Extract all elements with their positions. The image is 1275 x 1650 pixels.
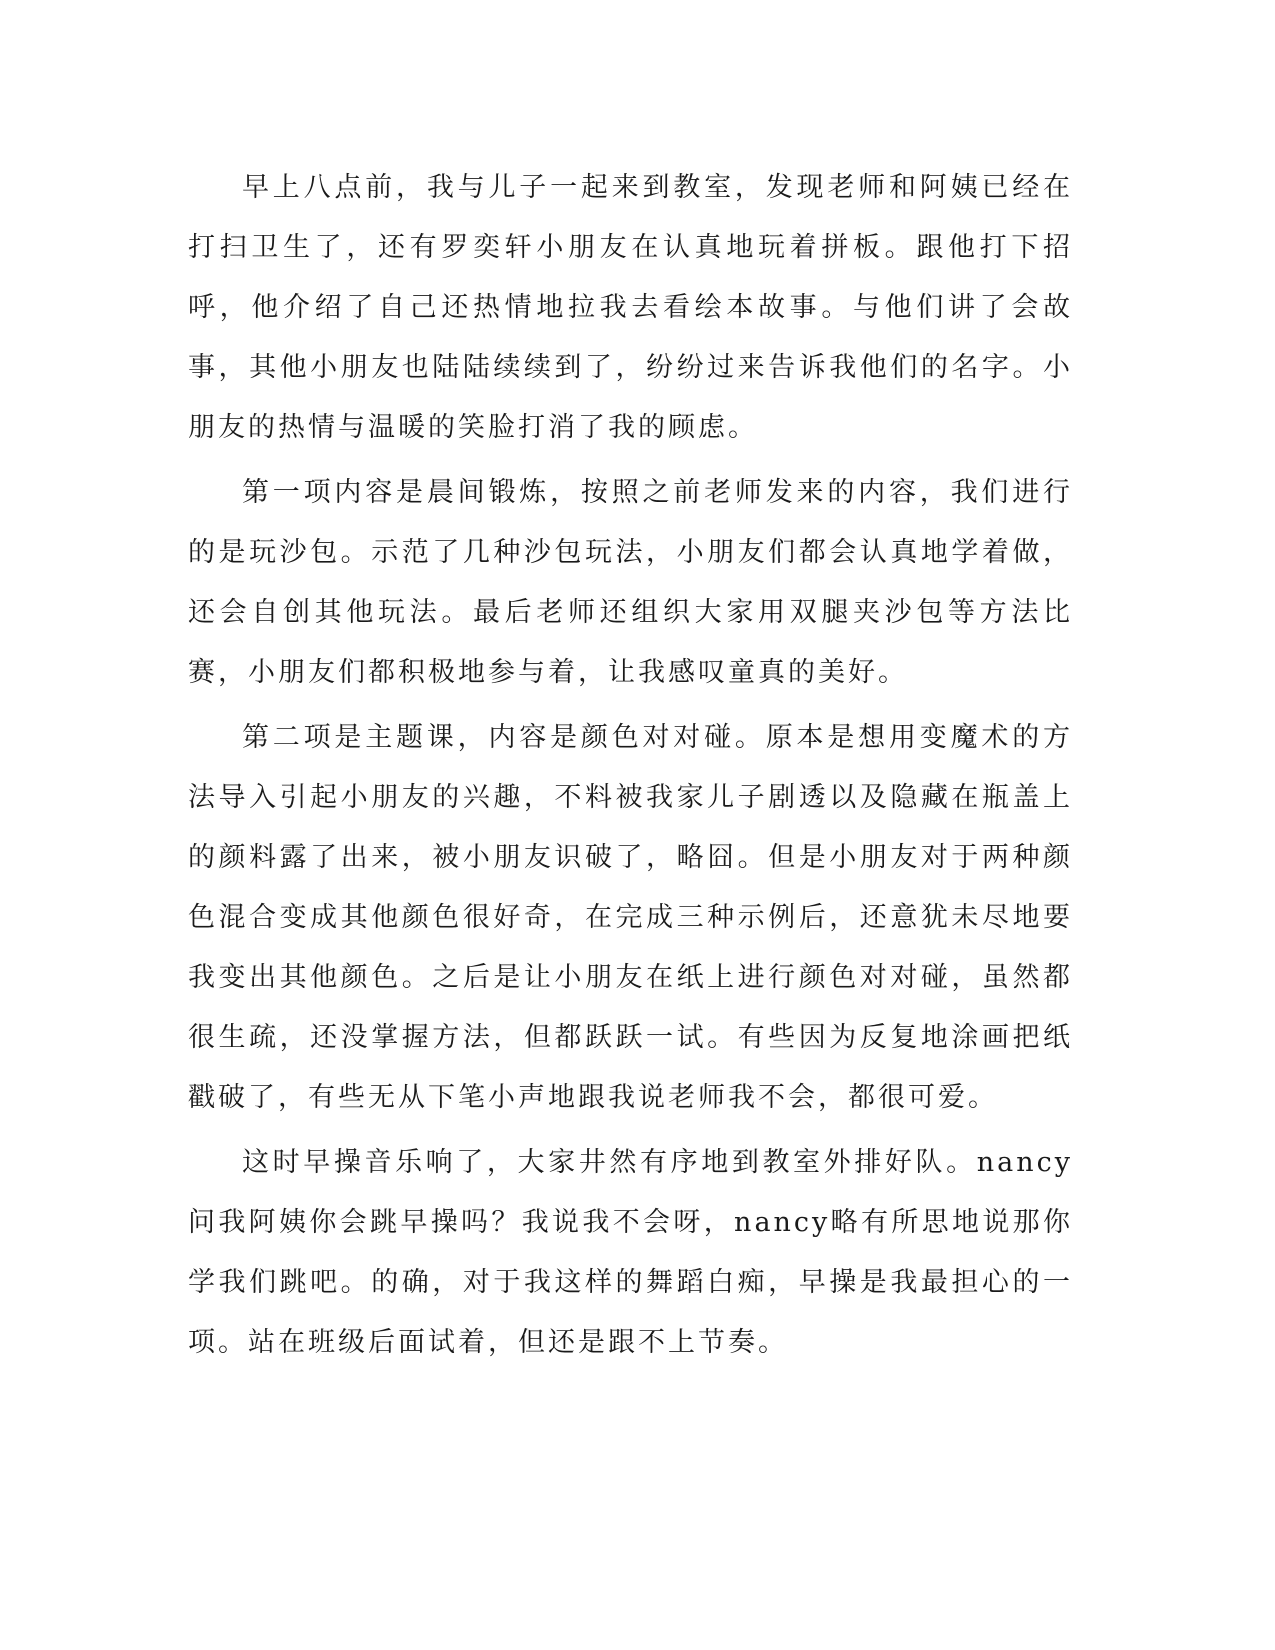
paragraph-morning-arrival: 早上八点前，我与儿子一起来到教室，发现老师和阿姨已经在打扫卫生了，还有罗奕轩小朋友在认真地玩着拼板。跟他打下招呼，他介绍了自己还热情地拉我去看绘本故事。与他们讲了会故事，其他小朋友也陆陆续续到了，纷纷过来告诉我他们的名字。小朋友的热情与温暖的笑脸打消了我的顾虑。 <box>188 172 1073 443</box>
document-body <box>188 158 1073 1373</box>
paragraph-theme-lesson: 第二项是主题课，内容是颜色对对碰。原本是想用变魔术的方法导入引起小朋友的兴趣，不料被我家儿子剧透以及隐藏在瓶盖上的颜料露了出来，被小朋友识破了，略囧。但是小朋友对于两种颜色混合变成其他颜色很好奇，在完成三种示例后，还意犹未尽地要我变出其他颜色。之后是让小朋友在纸上进行颜色对对碰，虽然都很生疏，还没掌握方法，但都跃跃一试。有些因为反复地涂画把纸戳破了，有些无从下笔小声地跟我说老师我不会，都很可爱。 <box>188 722 1073 1113</box>
paragraph-morning-drill: 这时早操音乐响了，大家井然有序地到教室外排好队。nancy问我阿姨你会跳早操吗？我说我不会呀，nancy略有所思地说那你学我们跳吧。的确，对于我这样的舞蹈白痴，早操是我最担心的一项。站在班级后面试着，但还是跟不上节奏。 <box>188 1147 1073 1358</box>
paragraph-morning-exercise: 第一项内容是晨间锻炼，按照之前老师发来的内容，我们进行的是玩沙包。示范了几种沙包玩法，小朋友们都会认真地学着做，还会自创其他玩法。最后老师还组织大家用双腿夹沙包等方法比赛，小朋友们都积极地参与着，让我感叹童真的美好。 <box>188 477 1073 688</box>
